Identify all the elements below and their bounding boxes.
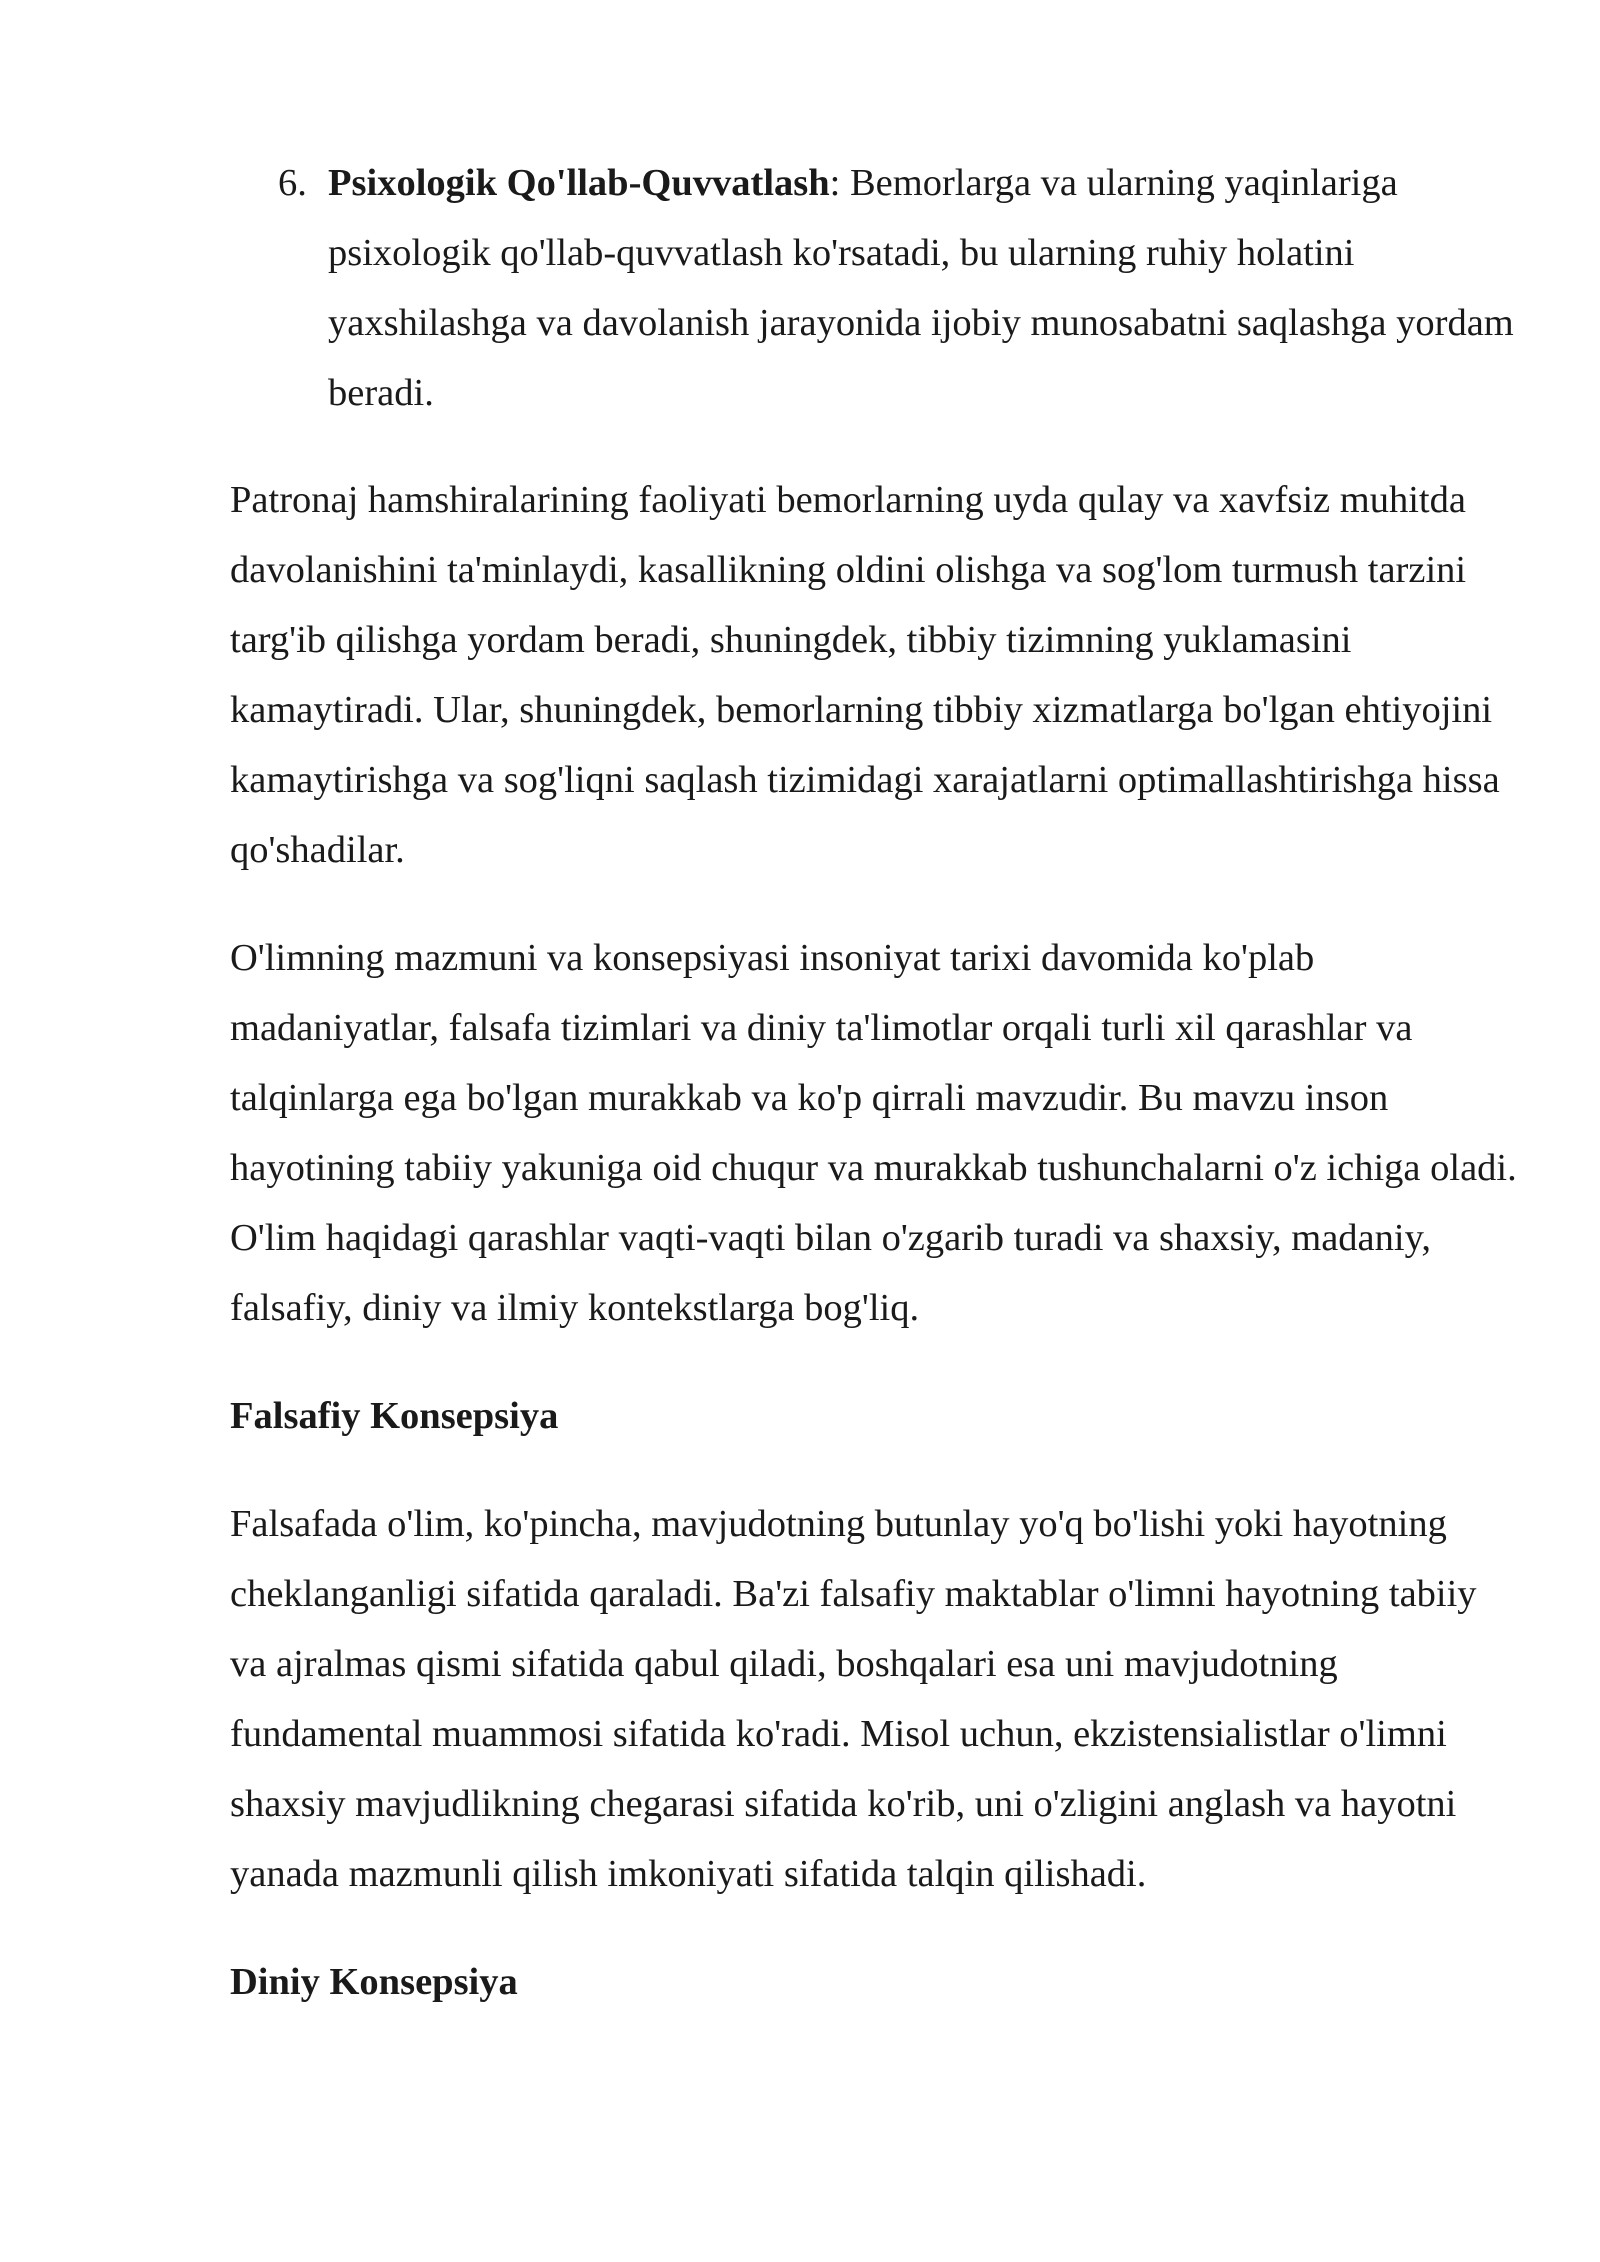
- paragraph-patronaj: Patronaj hamshiralarining faoliyati bemorlarning uyda qulay va xavfsiz muhitda davolanishini ta'minlaydi, kasallikning oldini olishga va sog'lom turmush tarzini targ'ib qilishga yordam beradi, shuningdek, tibbiy tizimning yuklamasini kamaytiradi. Ular, shuningdek, bemorlarning tibbiy xizmatlarga bo'lgan ehtiyojini kamaytirishga va sog'liqni saqlash tizimidagi xarajatlarni optimallashtirishga hissa qo'shadilar.: [230, 479, 1500, 871]
- paragraph-olim-mazmuni: O'limning mazmuni va konsepsiyasi insoniyat tarixi davomida ko'plab madaniyatlar, falsafa tizimlari va diniy ta'limotlar orqali turli xil qarashlar va talqinlarga ega bo'lgan murakkab va ko'p qirrali mavzudir. Bu mavzu inson hayotining tabiiy yakuniga oid chuqur va murakkab tushunchalarni o'z ichiga oladi. O'lim haqidagi qarashlar vaqti-vaqti bilan o'zgarib turadi va shaxsiy, madaniy, falsafiy, diniy va ilmiy kontekstlarga bog'liq.: [230, 937, 1517, 1329]
- document-body: [230, 148, 1520, 2055]
- paragraph-falsafiy: Falsafada o'lim, ko'pincha, mavjudotning butunlay yo'q bo'lishi yoki hayotning cheklanganligi sifatida qaraladi. Ba'zi falsafiy maktablar o'limni hayotning tabiiy va ajralmas qismi sifatida qabul qiladi, boshqalari esa uni mavjudotning fundamental muammosi sifatida ko'radi. Misol uchun, ekzistensialistlar o'limni shaxsiy mavjudlikning chegarasi sifatida ko'rib, uni o'zligini anglash va hayotni yanada mazmunli qilish imkoniyati sifatida talqin qilishadi.: [230, 1503, 1477, 1895]
- list-item-title: Psixologik Qo'llab-Quvvatlash: [328, 162, 830, 204]
- numbered-list-item: [230, 148, 1520, 428]
- list-item-text: : Bemorlarga va ularning yaqinlariga psixologik qo'llab-quvvatlash ko'rsatadi, bu ularning ruhiy holatini yaxshilashga va davolanish jarayonida ijobiy munosabatni saqlashga yordam beradi.: [328, 162, 1514, 414]
- heading-falsafiy-konsepsiya: Falsafiy Konsepsiya: [230, 1395, 559, 1437]
- list-item-number: 6.: [278, 162, 307, 204]
- heading-diniy-konsepsiya: Diniy Konsepsiya: [230, 1961, 518, 2003]
